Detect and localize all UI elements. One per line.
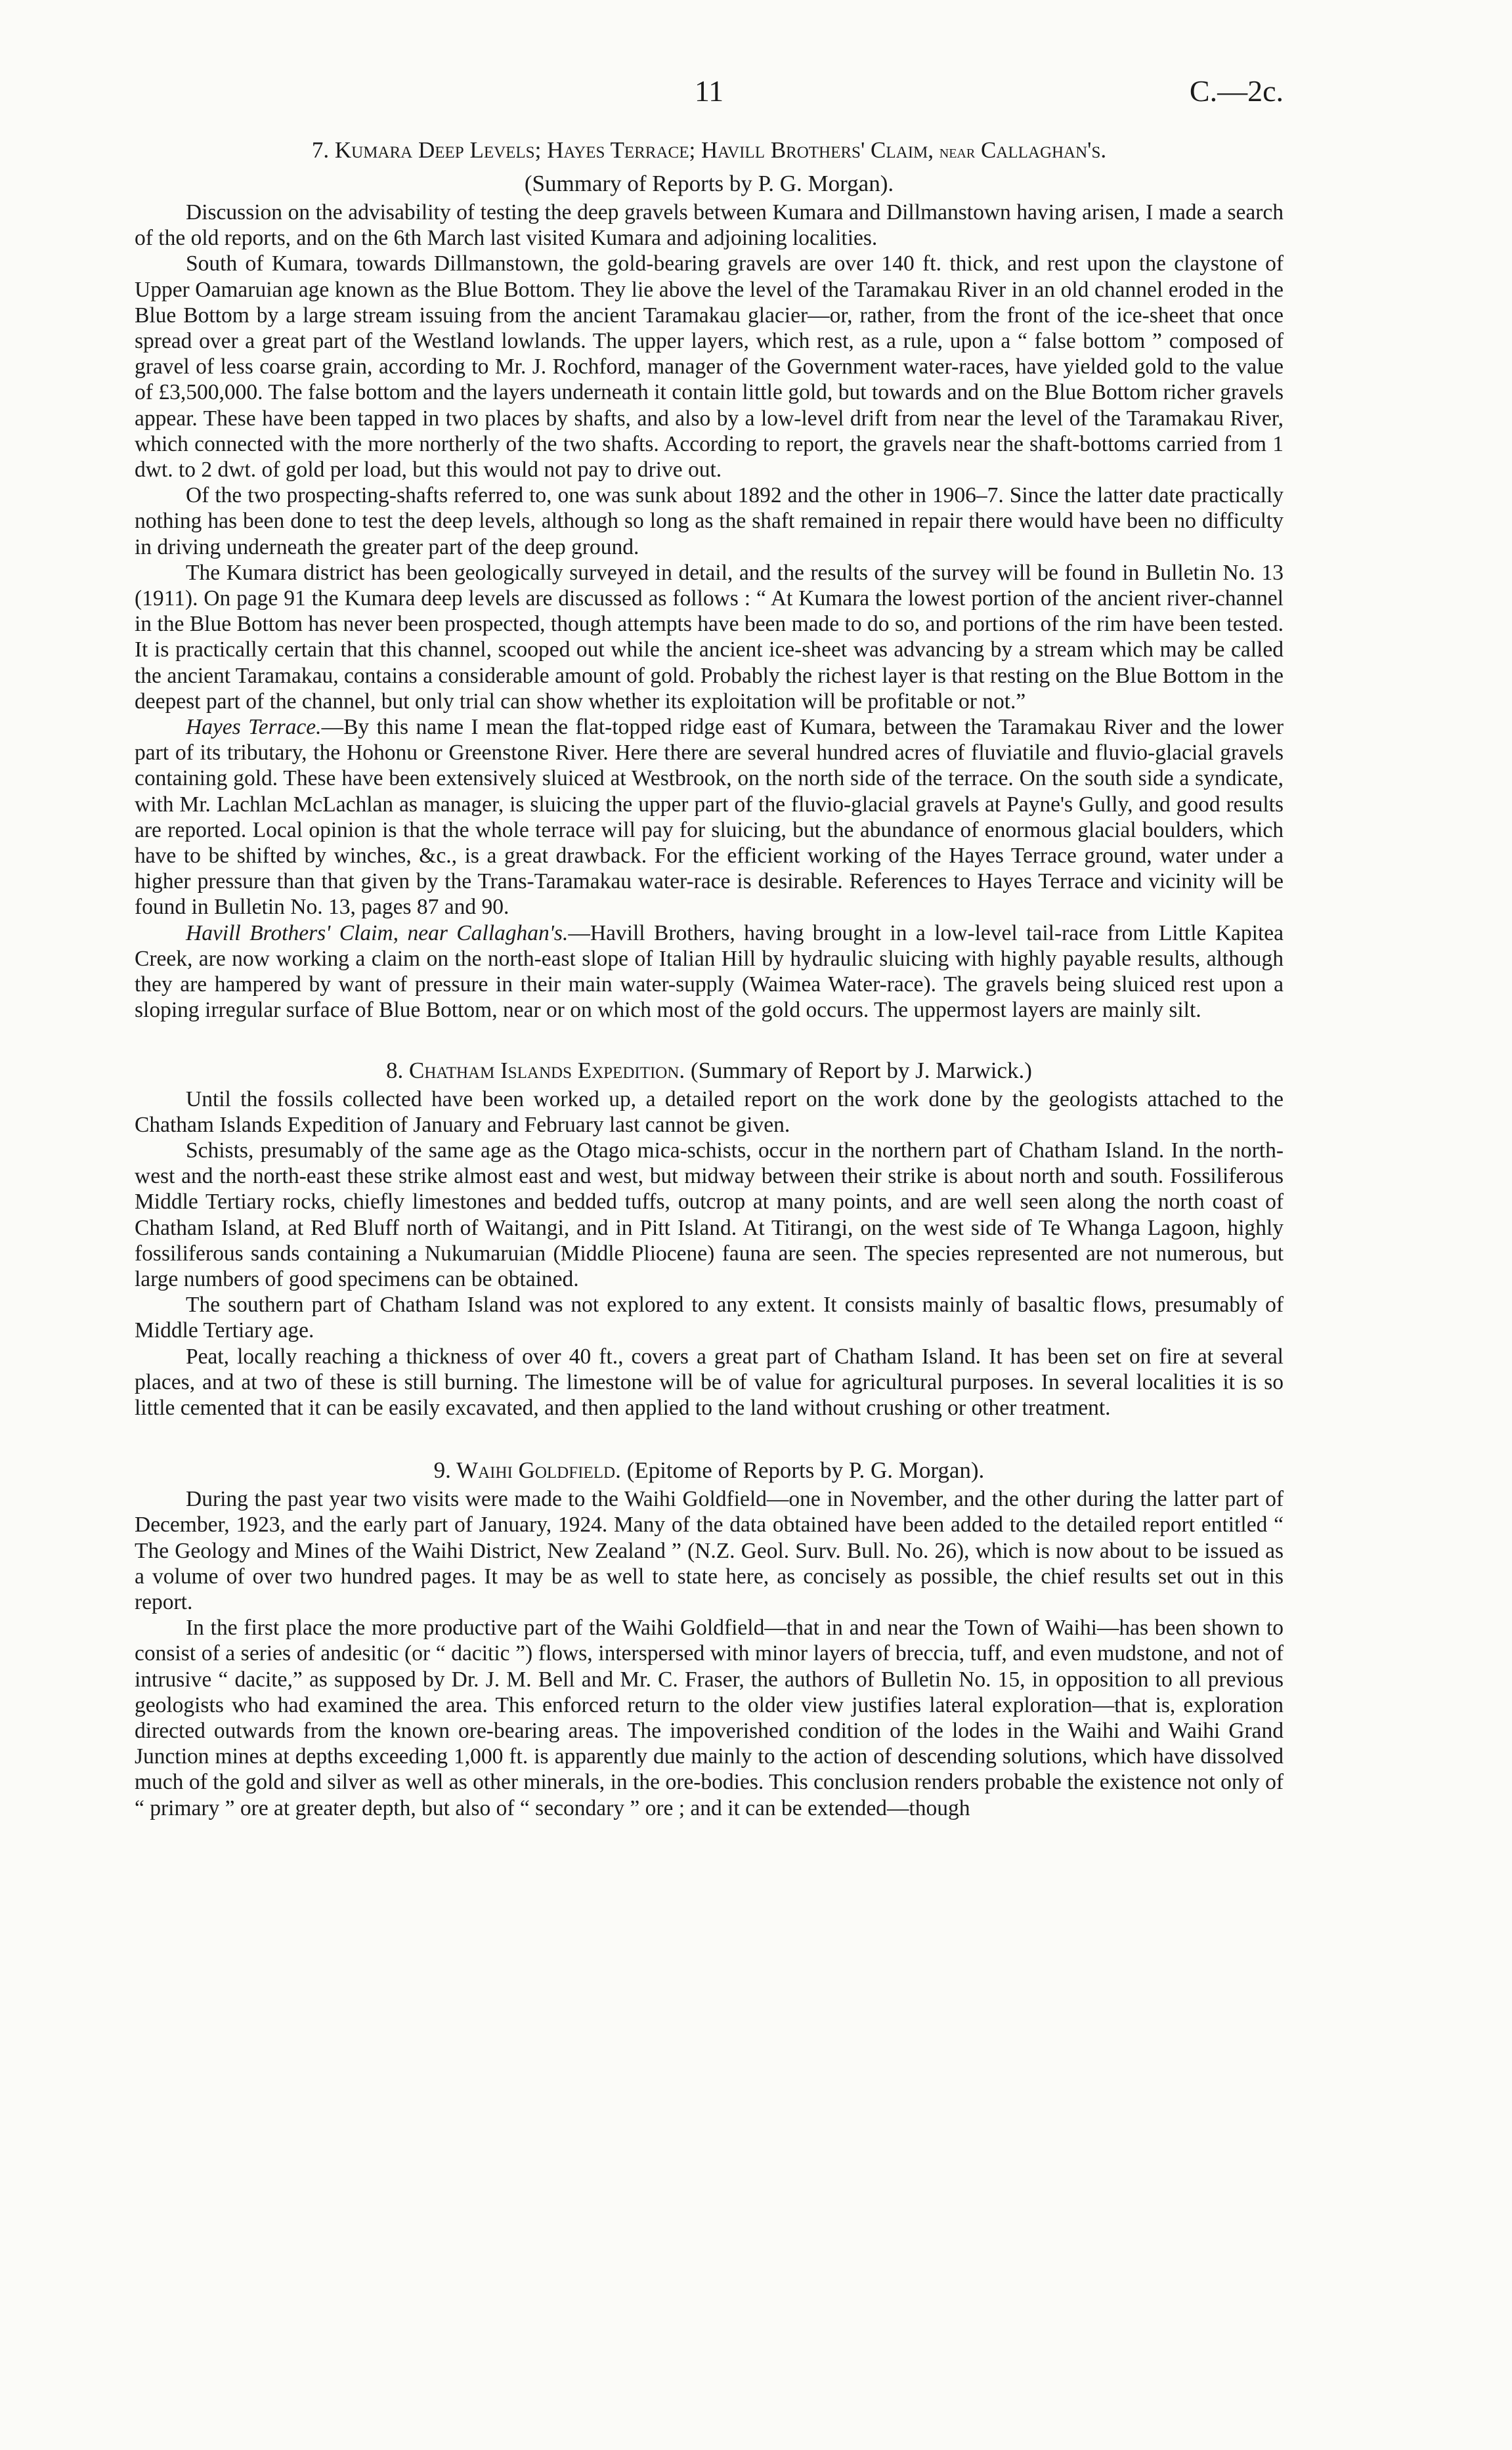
page-number: 11 — [694, 74, 724, 108]
section-7-heading — [135, 135, 1284, 168]
section-7-subheading: (Summary of Reports by P. G. Morgan). — [524, 171, 894, 196]
section-7-paragraph-3: Of the two prospecting-shafts referred to, one was sunk about 1892 and the other in 1906–7. Since the latter date practically nothing has been done to test the deep levels, although so long as the shaft remained in repair there would have been no difficulty in driving underneath the greater part of the deep ground. — [135, 483, 1284, 559]
page-header — [135, 74, 1284, 113]
section-8-paragraph-1: Until the fossils collected have been worked up, a detailed report on the work done by the geologists attached to the Chatham Islands Expedition of January and February last cannot be given. — [135, 1086, 1284, 1137]
hayes-terrace-lead: Hayes Terrace. — [186, 715, 322, 740]
havill-brothers-lead: Havill Brothers' Claim, near Callaghan's. — [186, 920, 569, 945]
section-8-heading-part-b: (Summary of Report by J. Marwick.) — [690, 1057, 1032, 1083]
section-9-heading-part-b: (Epitome of Reports by P. G. Morgan). — [626, 1457, 985, 1484]
section-8-paragraph-4: Peat, locally reaching a thickness of over 40 ft., covers a great part of Chatham Island. It has been set on fire at several places, and at two of these is still burning. The limestone will be of value for agricultural purposes. In several localities it is so little cemented that it can be easily excavated, and then applied to the land without crushing or other treatment. — [135, 1344, 1284, 1420]
section-7-paragraph-5 — [135, 714, 1284, 920]
document-code: C.—2c. — [1189, 74, 1284, 108]
section-8-paragraph-2: Schists, presumably of the same age as the Otago mica-schists, occur in the northern part of Chatham Island. In the north-west and the north-east these strike almost east and west, but midway between their strike is about north and south. Fossiliferous Middle Tertiary rocks, chiefly limestones and bedded tuffs, outcrop at many points, and are well seen along the north coast of Chatham Island, at Red Bluff north of Waitangi, and in Pitt Island. At Titirangi, on the west side of Te Whanga Lagoon, highly fossiliferous sands containing a Nukumaruian (Middle Pliocene) fauna are seen. The species represented are not numerous, but large numbers of good specimens can be obtained. — [135, 1138, 1284, 1291]
section-7-paragraph-4: The Kumara district has been geologically surveyed in detail, and the results of the survey will be found in Bulletin No. 13 (1911). On page 91 the Kumara deep levels are discussed as follows : “ At Kumara the lowest portion of the ancient river-channel in the Blue Bottom has never been prospected, though attempts have been made to do so, and portions of the rim have been tested. It is practically certain that this channel, scooped out while the ancient ice-sheet was advancing by a stream which may be called the ancient Taramakau, contains a considerable amount of gold. Probably the richest layer is that resting on the Blue Bottom in the deepest part of the channel, but only trial can show whether its exploitation will be profitable or not.” — [135, 560, 1284, 714]
section-7-heading-part-d: near — [939, 142, 976, 162]
spacer — [135, 1421, 1284, 1455]
spacer — [135, 1023, 1284, 1055]
section-8-heading-part-a: 8. Chatham Islands Expedition. — [386, 1057, 685, 1083]
section-7-heading-part-e: Callaghan's. — [980, 137, 1107, 163]
section-7-paragraph-6 — [135, 920, 1284, 1023]
section-7-paragraph-1: Discussion on the advisability of testing the deep gravels between Kumara and Dillmanstown having arisen, I made a search of the old reports, and on the 6th March last visited Kumara and adjoining localities. — [135, 200, 1284, 251]
hayes-terrace-text: —By this name I mean the flat-topped ridge east of Kumara, between the Taramakau River and the lower part of its tributary, the Hohonu or Greenstone River. Here there are several hundred acres of fluviatile and fluvio-glacial gravels containing gold. These have been extensively sluiced at Westbrook, on the north side of the terrace. On the south side a syndicate, with Mr. Lachlan McLachlan as manager, is sluicing the upper part of the fluvio-glacial gravels at Payne's Gully, and good results are reported. Local opinion is that the whole terrace will pay for sluicing, but the abundance of enormous glacial boulders, which have to be shifted by winches, &c., is a great drawback. For the efficient working of the Hayes Terrace ground, water under a higher pressure than that given by the Trans-Taramakau water-race is desirable. References to Hayes Terrace and vicinity will be found in Bulletin No. 13, pages 87 and 90. — [135, 715, 1284, 920]
section-9-paragraph-2: In the first place the more productive part of the Waihi Goldfield—that in and near the Town of Waihi—has been shown to consist of a series of andesitic (or “ dacitic ”) flows, interspersed with minor layers of breccia, tuff, and even mudstone, and not of intrusive “ dacite,” as supposed by Dr. J. M. Bell and Mr. C. Fraser, the authors of Bulletin No. 15, in opposition to all previous geologists who had examined the area. This enforced return to the older view justifies lateral exploration—that is, exploration directed outwards from the known ore-bearing areas. The impoverished condition of the lodes in the Waihi and Waihi Grand Junction mines at depths exceeding 1,000 ft. is apparently due mainly to the action of descending solutions, which have dissolved much of the gold and silver as well as other minerals, in the ore-bodies. This conclusion renders probable the existence not only of “ primary ” ore at greater depth, but also of “ secondary ” ore ; and it can be extended—though — [135, 1616, 1284, 1820]
section-7-heading-part-a: 7. Kumara Deep Levels; — [311, 137, 542, 163]
havill-brothers-text: —Havill Brothers, having brought in a low-level tail-race from Little Kapitea Creek, are now working a claim on the north-east slope of Italian Hill by hydraulic sluicing with highly payable results, although they are hampered by want of pressure in their main water-supply (Waimea Water-race). The gravels being sluiced rest upon a sloping irregular surface of Blue Bottom, near or on which most of the gold occurs. The uppermost layers are mainly silt. — [135, 920, 1284, 1023]
section-7-heading-part-c: Havill Brothers' Claim, — [701, 137, 934, 163]
section-7-heading-part-b: Hayes Terrace; — [547, 137, 696, 163]
section-8-paragraph-3: The southern part of Chatham Island was not explored to any extent. It consists mainly of basaltic flows, presumably of Middle Tertiary age. — [135, 1293, 1284, 1343]
section-7-paragraph-2: South of Kumara, towards Dillmanstown, the gold-bearing gravels are over 140 ft. thick, and rest upon the claystone of Upper Oamaruian age known as the Blue Bottom. They lie above the level of the Taramakau River in an old channel eroded in the Blue Bottom by a large stream issuing from the ancient Taramakau glacier—or, rather, from the front of the ice-sheet that once spread over a great part of the Westland lowlands. The upper layers, which rest, as a rule, upon a “ false bottom ” composed of gravel of less coarse grain, according to Mr. J. Rochford, manager of the Government water-races, have yielded gold to the value of £3,500,000. The false bottom and the layers underneath it contain little gold, but towards and on the Blue Bottom richer gravels appear. These have been tapped in two places by shafts, and also by a low-level drift from near the level of the Taramakau River, which connected with the more northerly of the two shafts. According to report, the gravels near the shaft-bottoms carried from 1 dwt. to 2 dwt. of gold per load, but this would not pay to drive out. — [135, 251, 1284, 483]
section-9-heading — [135, 1455, 1284, 1486]
section-9-paragraph-1: During the past year two visits were made to the Waihi Goldfield—one in November, and the other during the latter part of December, 1923, and the early part of January, 1924. Many of the data obtained have been added to the detailed report entitled “ The Geology and Mines of the Waihi District, New Zealand ” (N.Z. Geol. Surv. Bull. No. 26), which is now about to be issued as a volume of over two hundred pages. It may be as well to state here, as concisely as possible, the chief results set out in this report. — [135, 1487, 1284, 1614]
body-text — [135, 135, 1284, 1821]
section-8-heading — [135, 1055, 1284, 1086]
section-9-heading-part-a: 9. Waihi Goldfield. — [433, 1457, 621, 1484]
